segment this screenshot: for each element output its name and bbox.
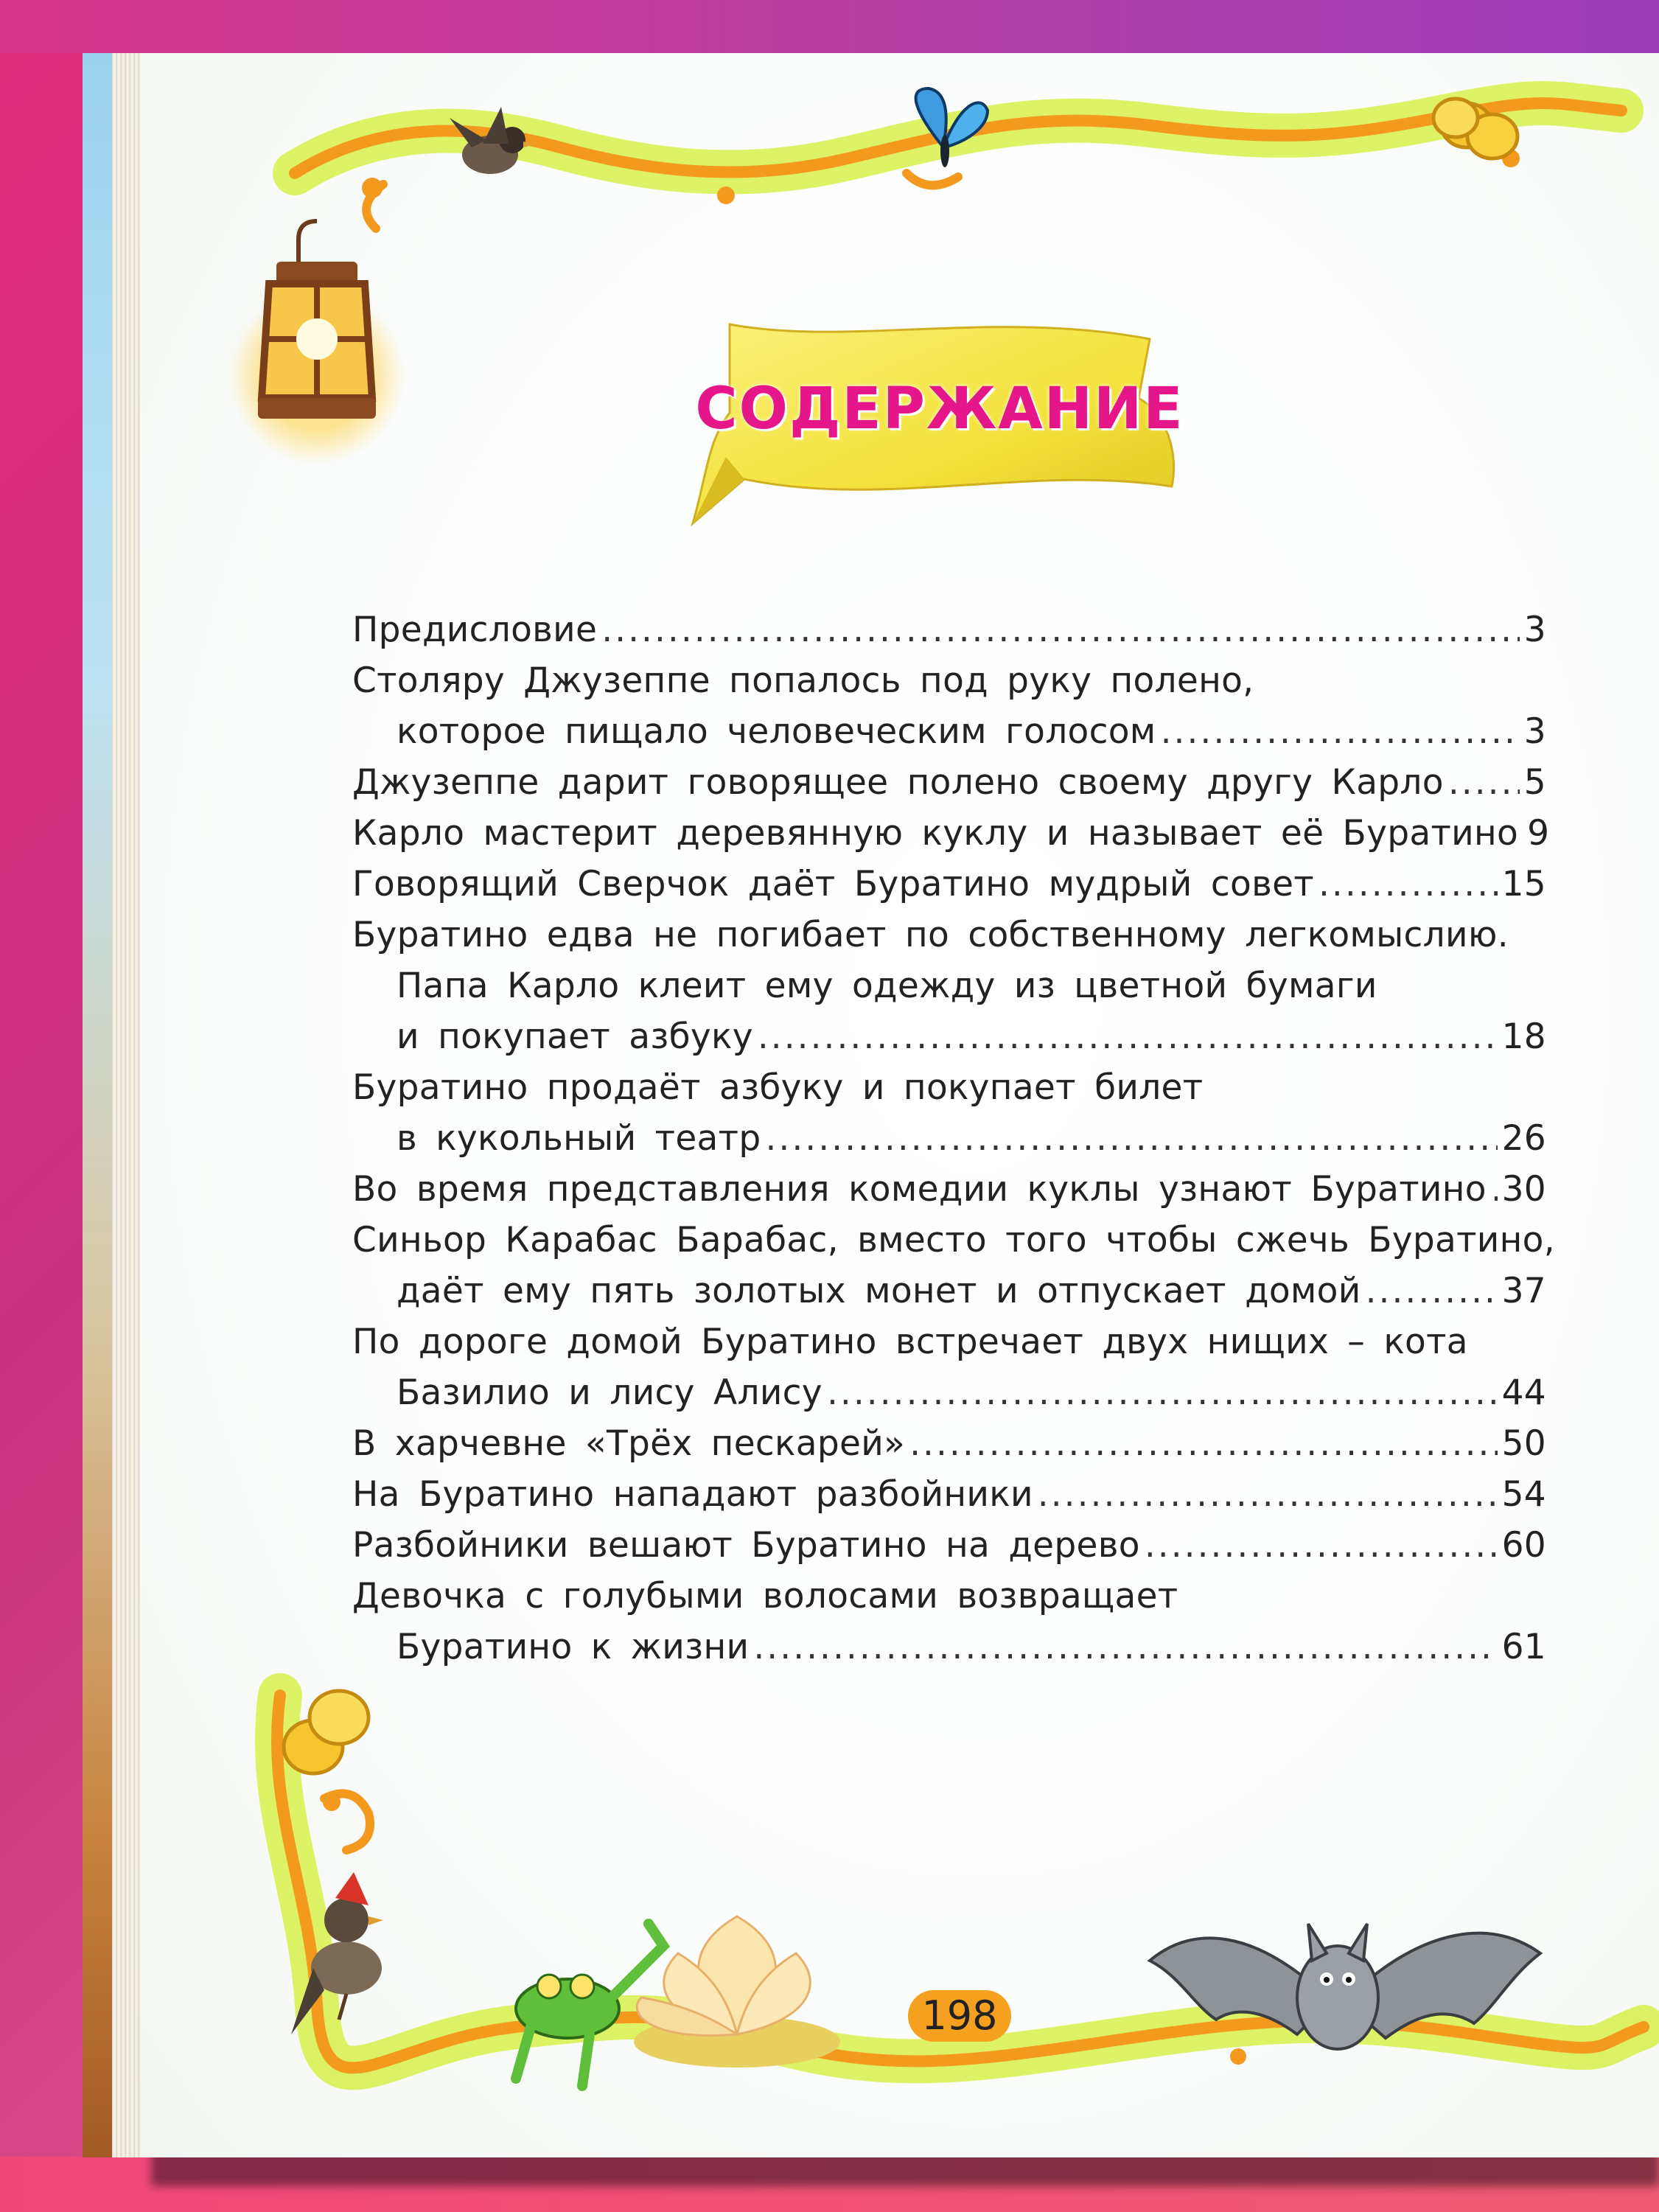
toc-entry-title: На Буратино нападают разбойники xyxy=(352,1474,1033,1515)
toc-page-number: 9 xyxy=(1527,813,1550,854)
toc-entry-line xyxy=(352,960,1546,1011)
toc-entry-title: Папа Карло клеит ему одежду из цветной бумаги xyxy=(397,966,1377,1006)
toc-entry[interactable] xyxy=(352,1520,1546,1571)
dot-leader xyxy=(765,1113,1497,1164)
page-number: 198 xyxy=(908,1990,1011,2042)
toc-entry-title: Буратино едва не погибает по собственному легкомыслию. xyxy=(352,915,1509,955)
toc-entry-title: Разбойники вешают Буратино на дерево xyxy=(352,1525,1140,1566)
toc-entry[interactable] xyxy=(352,808,1550,859)
dot-leader xyxy=(1145,1520,1498,1571)
dot-leader xyxy=(1491,1164,1498,1215)
toc-entry-line xyxy=(352,1316,1546,1367)
toc-page-number: 54 xyxy=(1501,1474,1546,1515)
toc-entry[interactable] xyxy=(352,1266,1546,1316)
toc-entry-title: Буратино продаёт азбуку и покупает билет xyxy=(352,1067,1204,1108)
toc-entry-line xyxy=(352,1062,1546,1113)
toc-entry-title: Девочка с голубыми волосами возвращает xyxy=(352,1576,1178,1616)
dot-leader xyxy=(909,1418,1497,1469)
toc-entry[interactable] xyxy=(352,1418,1546,1469)
dot-leader xyxy=(758,1011,1498,1062)
dot-leader xyxy=(1161,706,1520,757)
toc-page-number: 15 xyxy=(1501,864,1546,904)
toc-page-number: 37 xyxy=(1501,1271,1546,1311)
toc-entry[interactable] xyxy=(352,1469,1546,1520)
toc-entry-line xyxy=(352,1215,1555,1266)
toc-entry-title: Базилио и лису Алису xyxy=(397,1372,822,1413)
toc-entry-title: Синьор Карабас Барабас, вместо того чтобы сжечь Буратино, xyxy=(352,1220,1555,1260)
toc-entry-title: даёт ему пять золотых монет и отпускает домой xyxy=(397,1271,1361,1311)
lantern-icon xyxy=(228,221,405,464)
toc-entry-line xyxy=(352,655,1546,706)
toc-entry-title: В харчевне «Трёх пескарей» xyxy=(352,1423,906,1464)
toc-page-number: 3 xyxy=(1523,711,1546,752)
toc-entry[interactable] xyxy=(352,1113,1546,1164)
toc-page-number: 60 xyxy=(1501,1525,1546,1566)
dot-leader xyxy=(1038,1469,1498,1520)
toc-entry-line xyxy=(352,910,1546,960)
dot-leader xyxy=(1366,1266,1498,1316)
toc-page-number: 44 xyxy=(1501,1372,1546,1413)
toc-entry-title: Карло мастерит деревянную куклу и называет её Буратино xyxy=(352,813,1519,854)
toc-entry[interactable] xyxy=(352,1011,1546,1062)
table-of-contents xyxy=(352,604,1555,1672)
page-title: СОДЕРЖАНИЕ xyxy=(695,376,1184,442)
dot-leader xyxy=(601,604,1520,655)
toc-entry-line xyxy=(352,1571,1546,1622)
toc-entry-title: которое пищало человеческим голосом xyxy=(397,711,1156,752)
toc-page-number: 5 xyxy=(1523,762,1546,803)
toc-page-number: 61 xyxy=(1501,1627,1546,1667)
toc-entry[interactable] xyxy=(352,1622,1546,1672)
toc-page-number: 50 xyxy=(1501,1423,1546,1464)
toc-entry-title: и покупает азбуку xyxy=(397,1016,753,1057)
toc-entry-title: Столяру Джузеппе попалось под руку полено, xyxy=(352,660,1254,701)
toc-page-number: 30 xyxy=(1501,1169,1546,1210)
toc-entry-title: Предисловие xyxy=(352,610,598,650)
toc-page-number: 26 xyxy=(1501,1118,1546,1159)
toc-entry[interactable] xyxy=(352,1164,1546,1215)
toc-entry-title: Джузеппе дарит говорящее полено своему другу Карло xyxy=(352,762,1444,803)
toc-page-number: 3 xyxy=(1523,610,1546,650)
toc-entry-title: По дороге домой Буратино встречает двух нищих – кота xyxy=(352,1322,1468,1362)
toc-entry-title: Во время представления комедии куклы узнают Буратино xyxy=(352,1169,1487,1210)
toc-entry-title: Говорящий Сверчок даёт Буратино мудрый совет xyxy=(352,864,1314,904)
dot-leader xyxy=(1448,757,1520,808)
toc-entry-title: в кукольный театр xyxy=(397,1118,761,1159)
dot-leader xyxy=(753,1622,1497,1672)
toc-entry[interactable] xyxy=(352,706,1546,757)
toc-entry[interactable] xyxy=(352,859,1546,910)
dot-leader xyxy=(1319,859,1498,910)
toc-entry[interactable] xyxy=(352,1367,1546,1418)
toc-entry-title: Буратино к жизни xyxy=(397,1627,750,1667)
toc-page-number: 18 xyxy=(1501,1016,1546,1057)
dot-leader xyxy=(827,1367,1498,1418)
toc-entry[interactable] xyxy=(352,757,1546,808)
toc-entry[interactable] xyxy=(352,604,1546,655)
